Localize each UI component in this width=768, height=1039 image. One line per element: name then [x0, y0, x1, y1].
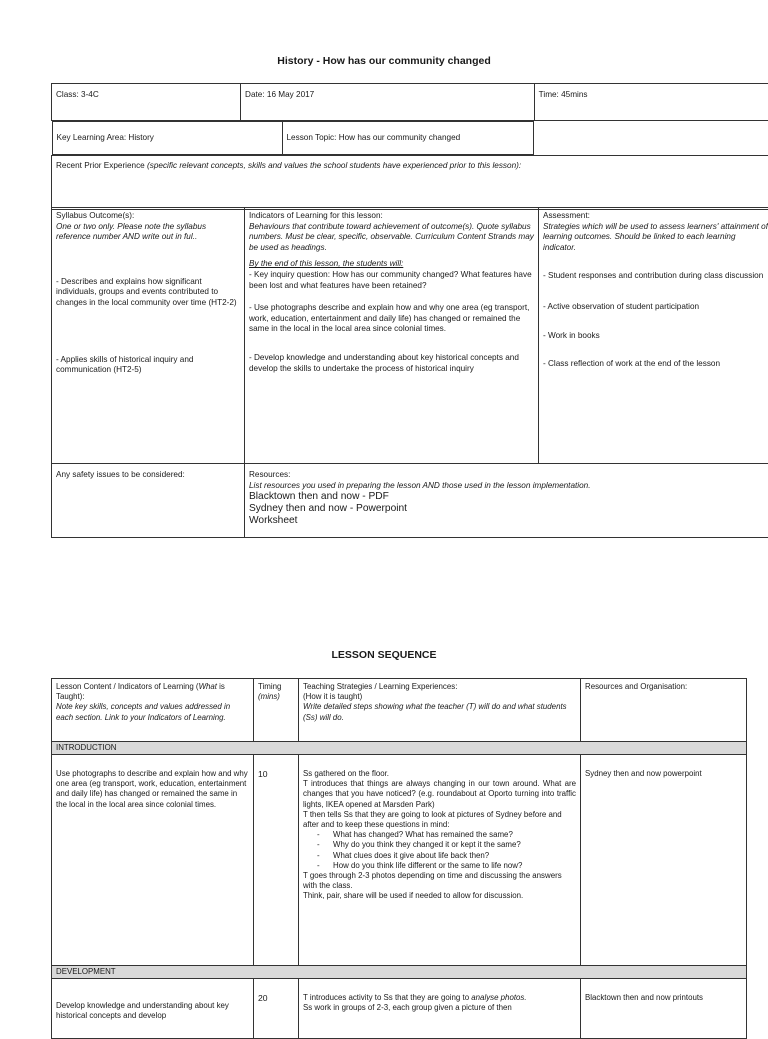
content-header-text: Lesson Content / Indicators of Learning ( [56, 682, 199, 691]
intro-content: Use photographs to describe and explain how and why one area (eg transport, work, education, entertainment and daily life) has changed or remained the same in the local in the local area since colonial times. [52, 755, 254, 966]
timing-header-label: Timing [258, 682, 294, 692]
intro-resources: Sydney then and now powerpoint [581, 755, 747, 966]
key-learning-area-cell: Key Learning Area: History [52, 122, 282, 155]
assessment-heading: Assessment: [543, 211, 768, 222]
dev-strategies [299, 979, 581, 1039]
resource-item: Blacktown then and now - PDF [249, 491, 768, 503]
strategies-header-label: Teaching Strategies / Learning Experiences: [303, 682, 576, 692]
indicators-by-end: By the end of this lesson, the students will: [249, 259, 534, 270]
outcome-2: - Applies skills of historical inquiry and communication (HT2-5) [56, 355, 240, 376]
section-introduction: INTRODUCTION [52, 742, 747, 755]
prior-experience-label: Recent Prior Experience [56, 161, 145, 170]
assessment-note: Strategies which will be used to assess learners' attainment of learning outcomes. Should be linked to each learning indicator. [543, 222, 768, 254]
timing-header-note: (mins) [258, 692, 294, 702]
content-header-note: Note key skills, concepts and values addressed in each section. Link to your Indicators of Learning. [56, 702, 249, 722]
intro-timing: 10 [254, 755, 299, 966]
syllabus-outcomes-cell [52, 208, 245, 464]
outcomes-heading: Syllabus Outcome(s): [56, 211, 240, 222]
safety-cell: Any safety issues to be considered: [52, 464, 245, 538]
intro-step: T goes through 2-3 photos depending on time and discussing the answers with the class. [303, 871, 576, 891]
list-item: - Why do you think they changed it or kept it the same? [323, 840, 576, 850]
content-header-what: What [199, 682, 217, 691]
lesson-plan-table [51, 83, 768, 210]
content-header [52, 679, 254, 742]
resource-item: Sydney then and now - Powerpoint [249, 503, 768, 515]
dev-timing: 20 [254, 979, 299, 1039]
list-item: - What clues does it give about life back then? [323, 851, 576, 861]
list-item: - What has changed? What has remained the same? [323, 830, 576, 840]
intro-strategies [299, 755, 581, 966]
dev-content: Develop knowledge and understanding about key historical concepts and develop [52, 979, 254, 1039]
indicators-heading: Indicators of Learning for this lesson: [249, 211, 534, 222]
indicators-cell [245, 208, 539, 464]
indicator-2: - Use photographs describe and explain how and why one area (eg transport, work, education, entertainment and daily life) has changed or remained the same in the local in the local area since colonial times. [249, 303, 534, 335]
assessment-1: - Student responses and contribution during class discussion [543, 271, 768, 282]
strategies-header [299, 679, 581, 742]
assessment-2: - Active observation of student participation [543, 302, 768, 313]
resources-heading: Resources: [249, 470, 768, 481]
intro-step: Ss gathered on the floor. [303, 769, 576, 779]
lesson-sequence-table [51, 678, 747, 1039]
time-cell: Time: 45mins [534, 84, 768, 121]
indicator-3: - Develop knowledge and understanding about key historical concepts and develop the skills to undertake the process of historical inquiry [249, 353, 534, 374]
strategies-header-sub: (How it is taught) [303, 692, 576, 702]
timing-header [254, 679, 299, 742]
intro-questions [303, 830, 576, 871]
prior-experience-note: (specific relevant concepts, skills and values the school students have experienced prior to this lesson): [147, 161, 521, 170]
intro-step: T introduces that things are always changing in our town around. What are changes that you have noticed? (e.g. roundabout at Oporto turning into traffic lights, IKEA opened at Marsden Park) [303, 779, 576, 810]
lesson-topic-cell: Lesson Topic: How has our community changed [282, 122, 534, 155]
assessment-cell [539, 208, 768, 464]
outcomes-note: One or two only. Please note the syllabus reference number AND write out in ful.. [56, 222, 240, 243]
resources-header: Resources and Organisation: [581, 679, 747, 742]
strategies-header-note: Write detailed steps showing what the teacher (T) will do and what students (Ss) will do. [303, 702, 576, 722]
content-header-text-end: is Taught): [56, 682, 225, 701]
assessment-4: - Class reflection of work at the end of the lesson [543, 359, 768, 370]
dev-step: T introduces activity to Ss that they are going to [303, 993, 471, 1002]
date-cell: Date: 16 May 2017 [241, 84, 535, 121]
outcomes-table [51, 207, 768, 538]
prior-experience-cell [52, 156, 768, 210]
lesson-sequence-title: LESSON SEQUENCE [0, 649, 768, 661]
resources-note: List resources you used in preparing the lesson AND those used in the lesson implementation. [249, 481, 768, 492]
dev-step-emphasis: analyse photos. [471, 993, 526, 1002]
outcome-1: - Describes and explains how significant individuals, groups and events contributed to changes in the local community over time (HT2-2) [56, 277, 240, 309]
indicators-note: Behaviours that contribute toward achievement of outcome(s). Quote syllabus numbers. Must be clear, specific, observable. Curriculum Content Strands may be used as headings. [249, 222, 534, 254]
indicator-1: - Key inquiry question: How has our community changed? What features have been lost and what features have been retained? [249, 270, 534, 291]
assessment-3: - Work in books [543, 331, 768, 342]
document-title: History - How has our community changed [0, 55, 768, 67]
intro-step: Think, pair, share will be used if needed to allow for discussion. [303, 891, 576, 901]
dev-resources: Blacktown then and now printouts [581, 979, 747, 1039]
class-cell: Class: 3-4C [52, 84, 241, 121]
intro-step: T then tells Ss that they are going to look at pictures of Sydney before and after and to keep these questions in mind: [303, 810, 576, 830]
resource-item: Worksheet [249, 515, 768, 527]
list-item: - How do you think life different or the same to life now? [323, 861, 576, 871]
section-development: DEVELOPMENT [52, 966, 747, 979]
resources-cell [245, 464, 768, 538]
dev-step: Ss work in groups of 2-3, each group given a picture of then [303, 1003, 576, 1013]
